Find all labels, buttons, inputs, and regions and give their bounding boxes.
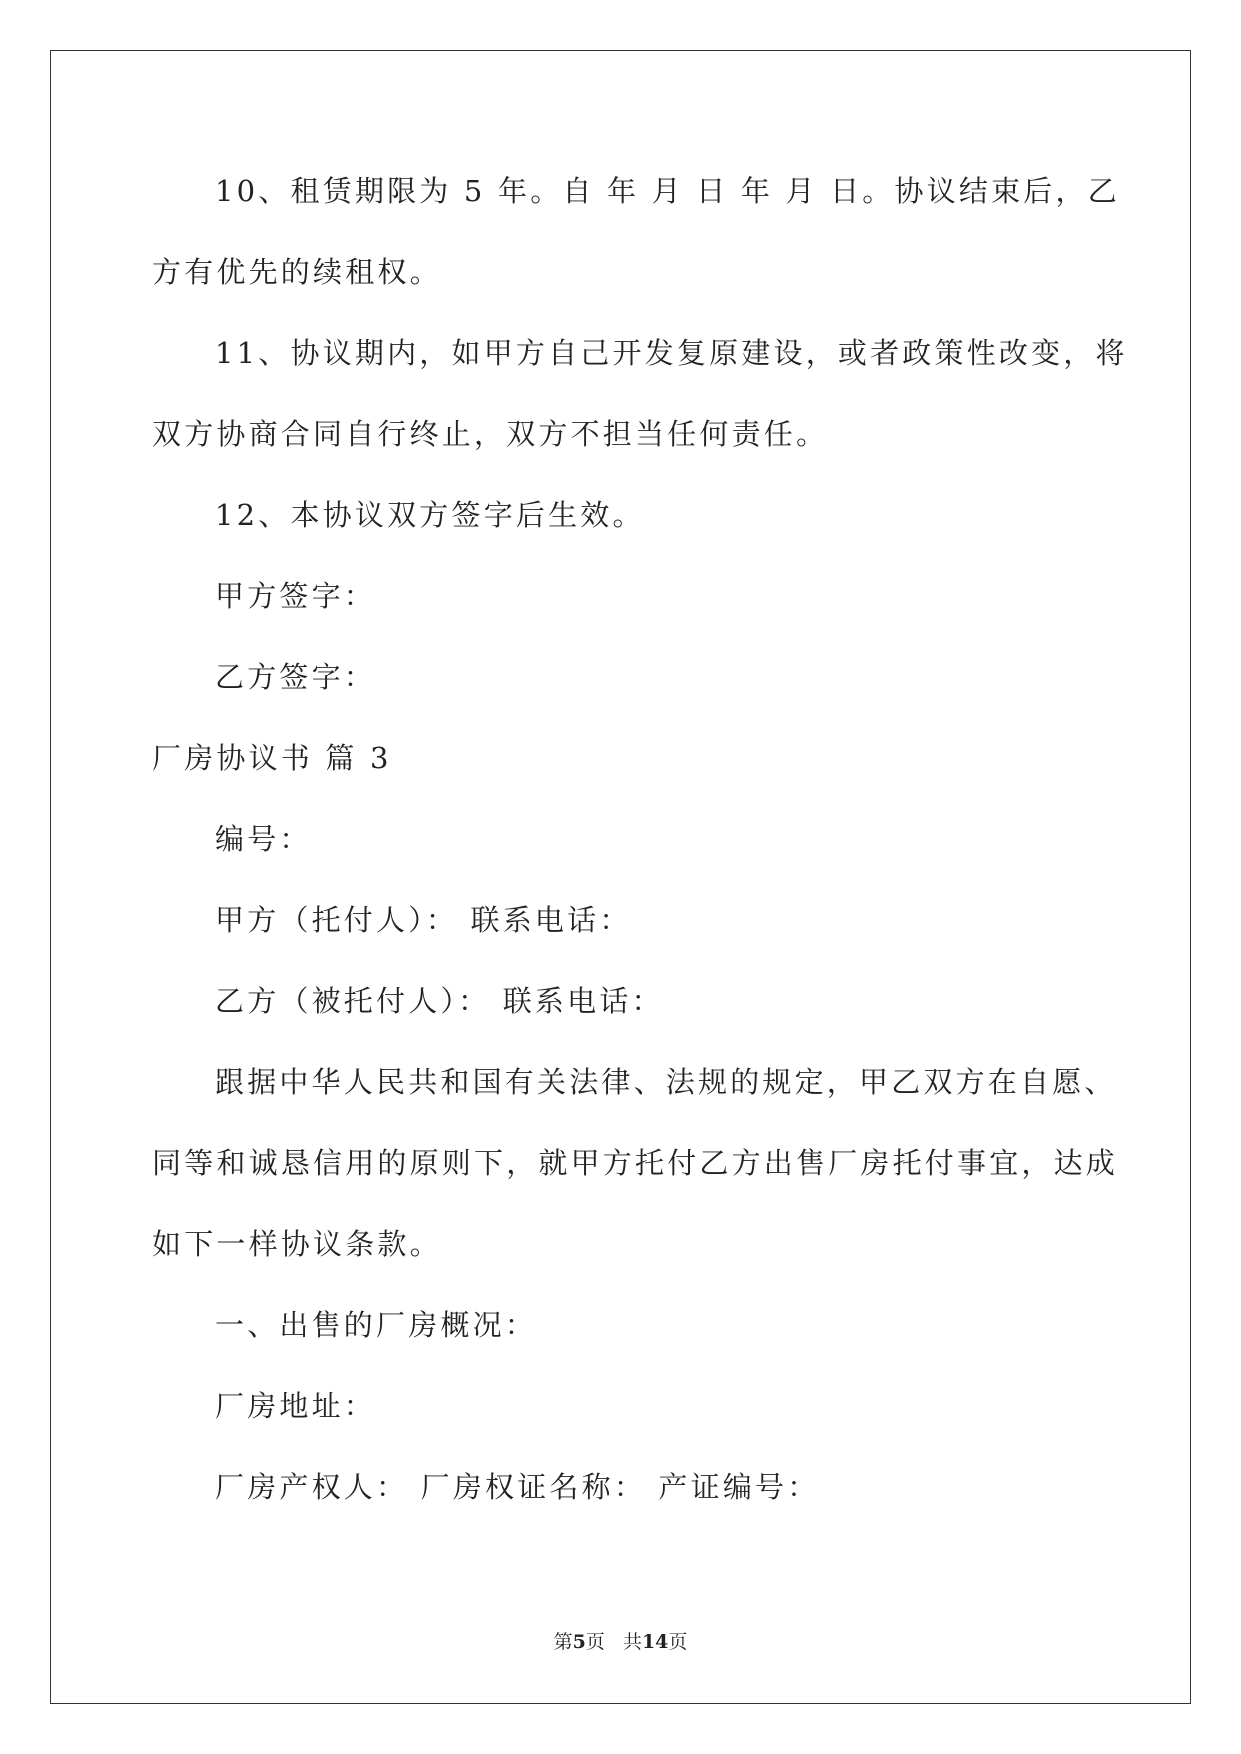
- party-b-info: 乙方（被托付人）： 联系电话：: [215, 984, 664, 1018]
- clause-10-line-2: 方有优先的续租权。: [152, 255, 442, 289]
- party-b-signature: 乙方签字：: [215, 660, 377, 694]
- footer-prefix: 第: [553, 1631, 573, 1653]
- clause-11-line-2: 双方协商合同自行终止，双方不担当任何责任。: [152, 417, 829, 451]
- footer-mid: 页 共: [585, 1631, 642, 1653]
- preamble-line-3: 如下一样协议条款。: [152, 1227, 442, 1261]
- preamble-line-2: 同等和诚恳信用的原则下，就甲方托付乙方出售厂房托付事宜，达成: [152, 1146, 1119, 1180]
- property-owner-info: 厂房产权人： 厂房权证名称： 产证编号：: [215, 1470, 820, 1504]
- page-number-footer: [0, 1627, 1241, 1654]
- clause-12: 12、本协议双方签字后生效。: [215, 498, 645, 532]
- contract-number: 编号：: [215, 822, 312, 856]
- party-a-info: 甲方（托付人）： 联系电话：: [215, 903, 632, 937]
- section-heading: 厂房协议书 篇 3: [152, 741, 392, 775]
- page-border: [50, 50, 1191, 1704]
- footer-current-page: 5: [572, 1631, 586, 1653]
- clause-11-line-1: 11、协议期内，如甲方自己开发复原建设，或者政策性改变，将: [215, 336, 1128, 370]
- preamble-line-1: 跟据中华人民共和国有关法律、法规的规定，甲乙双方在自愿、: [215, 1065, 1117, 1099]
- footer-total-pages: 14: [641, 1631, 669, 1653]
- footer-suffix: 页: [668, 1631, 688, 1653]
- clause-10-line-1: 10、租赁期限为 5 年。自 年 月 日 年 月 日。协议结束后，乙: [215, 174, 1120, 208]
- party-a-signature: 甲方签字：: [215, 579, 377, 613]
- item-1-heading: 一、出售的厂房概况：: [215, 1308, 538, 1342]
- factory-address: 厂房地址：: [215, 1389, 377, 1423]
